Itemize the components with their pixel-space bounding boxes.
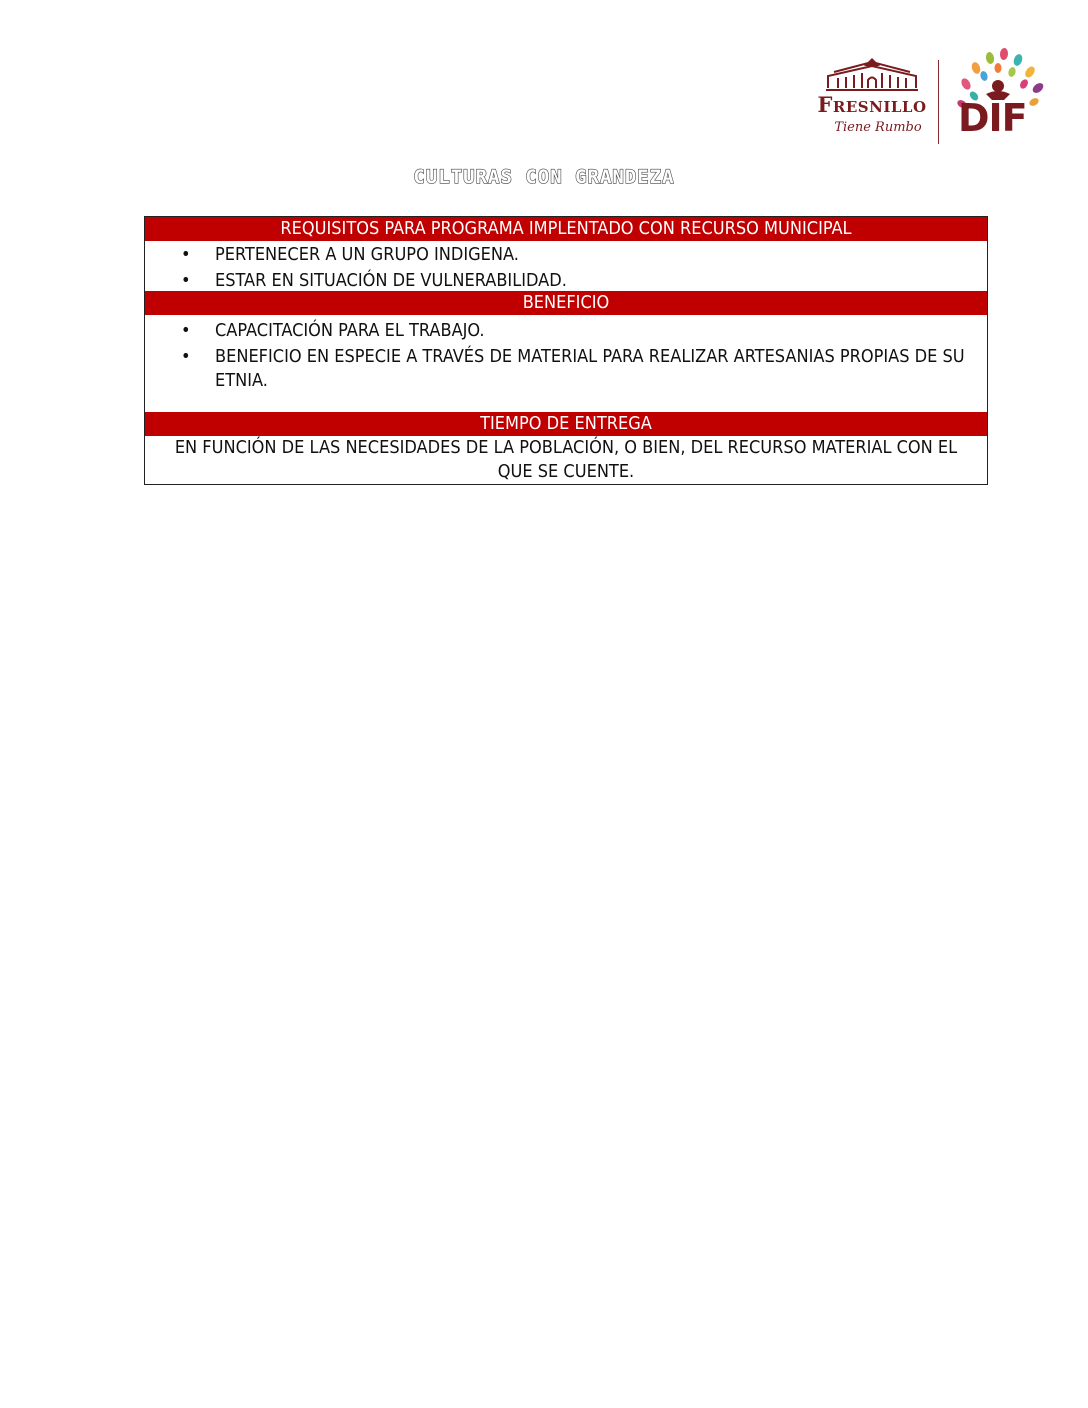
dif-logo [946,44,1050,148]
document-title: CULTURAS CON GRANDEZA [413,166,675,188]
requirements-heading: REQUISITOS PARA PROGRAMA IMPLENTADO CON RECURSO MUNICIPAL [145,217,987,241]
benefit-section [145,315,987,412]
dif-logo-text: DIF [958,96,1027,140]
delivery-text: EN FUNCIÓN DE LAS NECESIDADES DE LA POBLACIÓN, O BIEN, DEL RECURSO MATERIAL CON EL QUE SE CUENTE. [174,437,958,482]
fresnillo-logo [810,58,934,140]
benefit-heading: BENEFICIO [145,291,987,315]
fresnillo-logo-name: Fresnillo [817,92,927,117]
list-item: • ESTAR EN SITUACIÓN DE VULNERABILIDAD. [215,269,977,293]
logo-divider [938,60,939,144]
program-info-table [144,216,988,485]
fresnillo-logo-tagline: Tiene Rumbo [834,120,922,135]
list-item: • CAPACITACIÓN PARA EL TRABAJO. [215,319,977,343]
list-item: • BENEFICIO EN ESPECIE A TRAVÉS DE MATERIAL PARA REALIZAR ARTESANIAS PROPIAS DE SU ETNIA. [215,345,977,393]
list-item: • PERTENECER A UN GRUPO INDIGENA. [215,243,977,267]
requirements-section [145,241,987,291]
header-logos [810,44,1050,148]
delivery-heading: TIEMPO DE ENTREGA [145,412,987,436]
benefit-list [145,317,987,393]
requirements-list [145,241,987,293]
fresnillo-building-icon [824,58,920,92]
